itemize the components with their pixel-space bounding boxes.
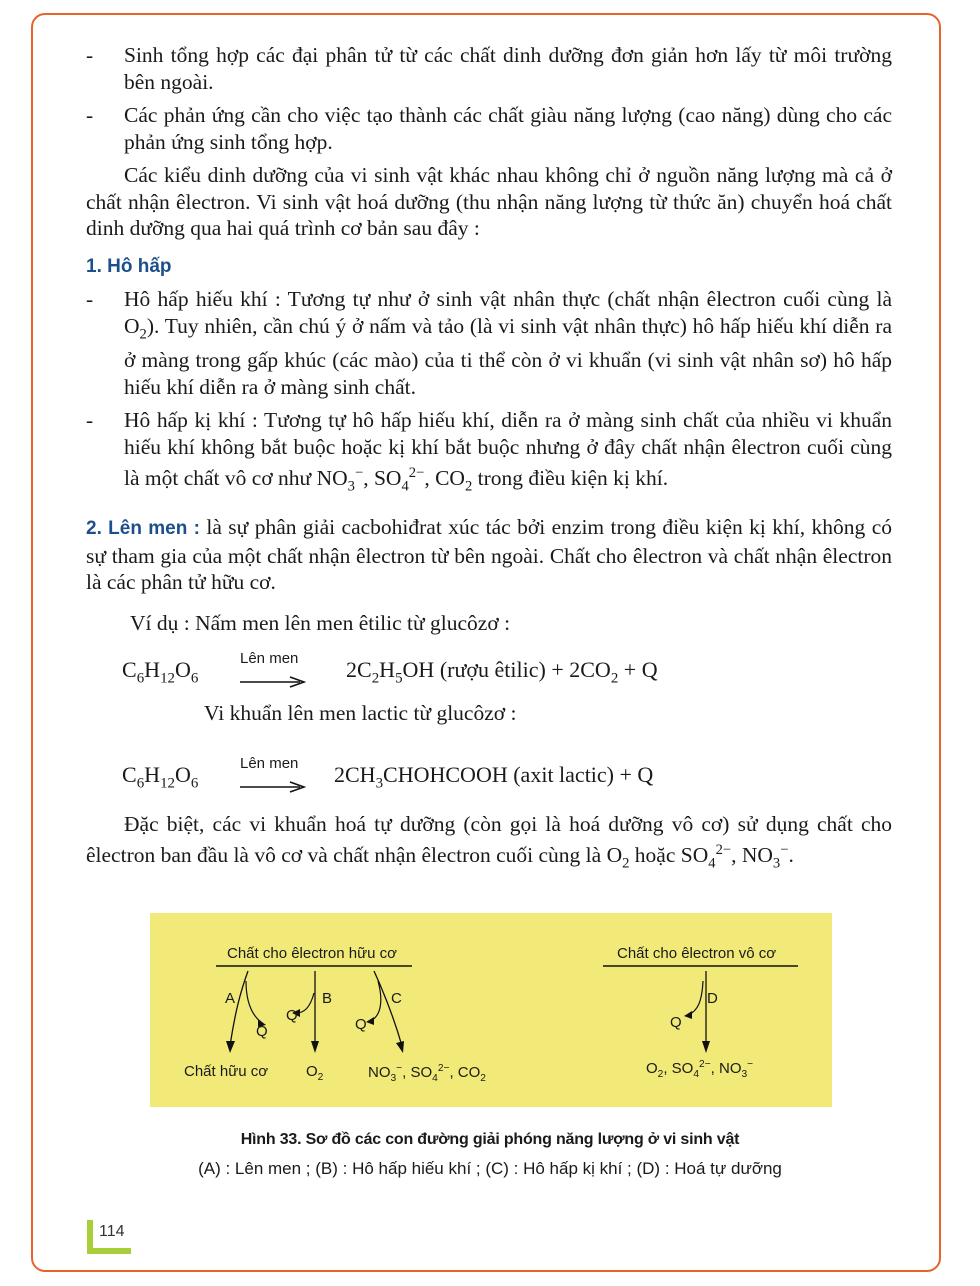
anaerobic-text-1: Hô hấp kị khí : Tương tự hô hấp hiếu khí, diễn ra ở màng sinh chất của nhiều vi khuẩn hiếu khí không bắt buộc hoặc kị khí bắt buộc nhưng ở đây chất nhận êlectron cuối cùng là một chất vô cơ như bbox=[124, 408, 892, 491]
glucose-formula: $C_6H_{12}O_6$ bbox=[122, 657, 199, 687]
aerobic-text-2: ). Tuy nhiên, cần chú ý ở nấm và tảo (là vi sinh vật nhân thực) hô hấp hiếu khí diễn ra ở màng trong gấp khúc (các mào) của ti thể còn ở vi khuẩn (vi sinh vật nhân sơ) hô hấp hiếu khí diễn ra ở màng sinh chất. bbox=[124, 313, 892, 399]
product-oxygen: $O_2$ bbox=[306, 1063, 324, 1083]
arrow-label: Lên men bbox=[240, 650, 299, 668]
aerobic-text-1: Hô hấp hiếu khí : Tương tự như ở sinh vật nhân thực (chất nhận êlectron cuối cùng là O bbox=[124, 287, 892, 338]
energy-label-d: Q bbox=[670, 1014, 682, 1031]
figure-caption-title: Hình 33. Sơ đồ các con đường giải phóng năng lượng ở vi sinh vật bbox=[240, 1131, 740, 1148]
path-label-b: B bbox=[322, 990, 333, 1007]
figure-caption-legend: (A) : Lên men ; (B) : Hô hấp hiếu khí ; (C) : Hô hấp kị khí ; (D) : Hoá tự dưỡng bbox=[198, 1159, 782, 1178]
page-number-block bbox=[87, 1220, 131, 1254]
product-organic: Chất hữu cơ bbox=[184, 1063, 269, 1080]
arrow-label: Lên men bbox=[240, 754, 299, 772]
energy-label-c: Q bbox=[355, 1016, 367, 1033]
bullet-anaerobic: - Hô hấp kị khí : Tương tự hô hấp hiếu khí, diễn ra ở màng sinh chất của nhiều vi khuẩn hiếu khí không bắt buộc hoặc kị khí bắt buộc nhưng ở đây chất nhận êlectron cuối cùng là một chất vô cơ như $NO_3^-$, $SO_4^{2-}$, $CO_2$ trong điều kiện kị khí. bbox=[86, 408, 892, 495]
example-ethanol-label: Ví dụ : Nấm men lên men êtilic từ glucôzơ : bbox=[130, 610, 511, 635]
example-lactic-label: Vi khuẩn lên men lactic từ glucôzơ : bbox=[204, 701, 517, 726]
section-heading-respiration: 1. Hô hấp bbox=[86, 255, 172, 277]
path-label-a: A bbox=[225, 990, 236, 1007]
energy-label-a: Q bbox=[256, 1023, 268, 1040]
energy-label-b: Q bbox=[286, 1007, 298, 1024]
inorganic-donor-title: Chất cho êlectron vô cơ bbox=[617, 945, 777, 962]
energy-pathway-diagram bbox=[150, 913, 832, 1107]
equation-ethanol bbox=[122, 636, 892, 692]
intro-paragraph: Các kiểu dinh dưỡng của vi sinh vật khác nhau không chỉ ở nguồn năng lượng mà cả ở chất nhận êlectron. Vi sinh vật hoá dưỡng (thu nhận năng lượng từ thức ăn) chuyển hoá chất dinh dưỡng qua hai quá trình cơ bản sau đây : bbox=[86, 163, 892, 240]
chem-formulas: $NO_3^-$, $SO_4^{2-}$, $CO_2$ bbox=[316, 465, 473, 495]
arrow-icon bbox=[240, 676, 306, 688]
fermentation-paragraph bbox=[86, 514, 892, 596]
main-content bbox=[86, 42, 892, 884]
arrow-icon bbox=[240, 781, 306, 793]
bullet-item: - Các phản ứng cần cho việc tạo thành các chất giàu năng lượng (cao năng) dùng cho các phản ứng sinh tổng hợp. bbox=[86, 103, 892, 154]
bullet-item: - Sinh tổng hợp các đại phân tử từ các chất dinh dưỡng đơn giản hơn lấy từ môi trường bên ngoài. bbox=[86, 43, 892, 94]
subscript: 2 bbox=[139, 325, 147, 342]
glucose-formula: $C_6H_{12}O_6$ bbox=[122, 761, 199, 792]
product-chemo-ions: $O_2$, $SO_4^{2-}$, $NO_3^-$ bbox=[646, 1059, 754, 1080]
ethanol-products: $2C_2H_5OH$ (rượu êtilic) + $2CO_2 + Q$ bbox=[346, 657, 658, 687]
bullet-text: Các phản ứng cần cho việc tạo thành các chất giàu năng lượng (cao năng) dùng cho các phản ứng sinh tổng hợp. bbox=[124, 103, 892, 154]
reaction-arrow bbox=[240, 650, 332, 692]
path-label-d: D bbox=[707, 990, 718, 1007]
fermentation-text: là sự phân giải cacbohiđrat xúc tác bởi enzim trong điều kiện kị khí, không có sự tham gia của một chất nhận êlectron từ bên ngoài. Chất cho êlectron và chất nhận êlectron là các phân tử hữu cơ. bbox=[86, 515, 893, 595]
path-label-c: C bbox=[391, 990, 402, 1007]
lactic-products: $2CH_3CHOHCOOH$ (axit lactic) + Q bbox=[334, 761, 654, 792]
anaerobic-text-2: trong điều kiện kị khí. bbox=[477, 466, 669, 491]
product-inorganic-ions: $NO_3^-$, $SO_4^{2-}$, $CO_2$ bbox=[368, 1063, 486, 1084]
section-heading-fermentation: 2. Lên men : bbox=[86, 518, 200, 540]
organic-donor-title: Chất cho êlectron hữu cơ bbox=[227, 945, 397, 962]
bullet-aerobic: - Hô hấp hiếu khí : Tương tự như ở sinh vật nhân thực (chất nhận êlectron cuối cùng là $O_2$). Tuy nhiên, cần chú ý ở nấm và tảo (là vi sinh vật nhân thực) hô hấp hiếu khí diễn ra ở màng trong gấp khúc (các mào) của ti thể còn ở vi khuẩn (vi sinh vật nhân sơ) hô hấp hiếu khí diễn ra ở màng sinh chất. bbox=[86, 287, 892, 399]
bullet-text: Sinh tổng hợp các đại phân tử từ các chất dinh dưỡng đơn giản hơn lấy từ môi trường bên ngoài. bbox=[124, 43, 892, 94]
page-number: 114 bbox=[99, 1223, 125, 1240]
reaction-arrow bbox=[240, 754, 320, 797]
equation-lactic bbox=[122, 741, 892, 797]
closing-paragraph: Đặc biệt, các vi khuẩn hoá tự dưỡng (còn gọi là hoá dưỡng vô cơ) sử dụng chất cho êlectron ban đầu là vô cơ và chất nhận êlectron cuối cùng là $O_2$ hoặc $SO_4^{2-}$, $NO_3^-$. bbox=[86, 811, 892, 872]
